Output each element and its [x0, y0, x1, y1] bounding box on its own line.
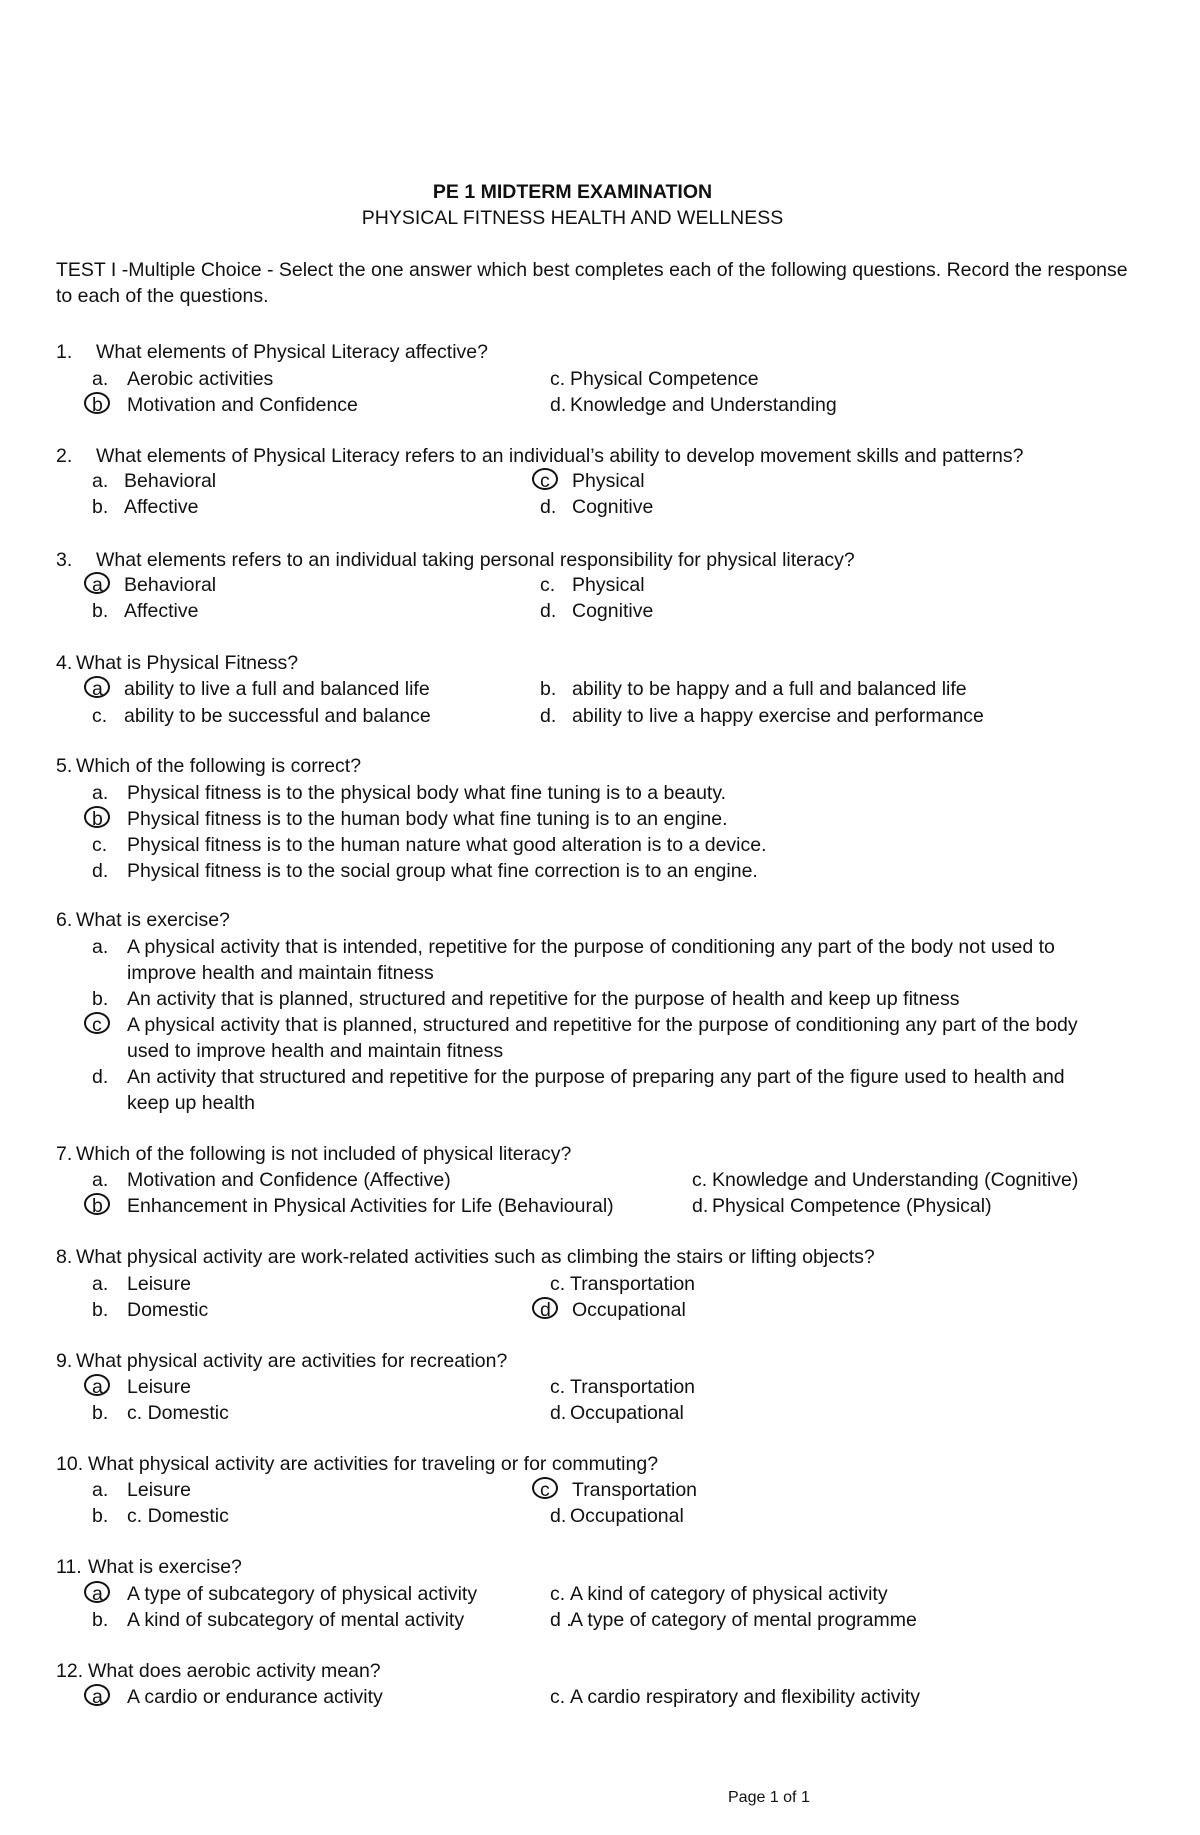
question-text: What physical activity are activities for traveling or for commuting?	[88, 1453, 659, 1475]
option-label: b.	[92, 1299, 109, 1321]
answer-circle-mark	[84, 1684, 110, 1706]
option-text: A type of subcategory of physical activity	[127, 1583, 478, 1605]
option-text-continued: keep up health	[127, 1092, 255, 1114]
option-text: Leisure	[127, 1479, 191, 1501]
option-text: Physical Competence	[570, 368, 759, 390]
question-number: 1.	[56, 341, 73, 363]
option-text: Physical	[572, 470, 645, 492]
question-text: What elements refers to an individual taking personal responsibility for physical literacy?	[96, 549, 855, 571]
option-label: d.	[550, 1402, 567, 1424]
option-text: c. Domestic	[127, 1505, 229, 1527]
option-text: A physical activity that is planned, structured and repetitive for the purpose of conditioning any part of the body	[127, 1014, 1078, 1036]
option-text: Physical fitness is to the physical body what fine tuning is to a beauty.	[127, 782, 727, 804]
option-text: Aerobic activities	[127, 368, 274, 390]
option-text-continued: used to improve health and maintain fitness	[127, 1040, 504, 1062]
option-text: A kind of category of physical activity	[570, 1583, 888, 1605]
option-text: Affective	[124, 496, 199, 518]
option-label: c.	[540, 574, 556, 596]
option-label: d.	[92, 1066, 109, 1088]
question-text: What does aerobic activity mean?	[88, 1660, 381, 1682]
option-label: b	[92, 808, 103, 830]
question-text: What physical activity are work-related activities such as climbing the stairs or lifting objects?	[76, 1246, 875, 1268]
option-text: Knowledge and Understanding (Cognitive)	[712, 1169, 1079, 1191]
option-text: Enhancement in Physical Activities for Life (Behavioural)	[127, 1195, 614, 1217]
option-label: b.	[92, 1505, 109, 1527]
option-label: d.	[540, 496, 557, 518]
option-text: Knowledge and Understanding	[570, 394, 837, 416]
option-label: d.	[540, 705, 557, 727]
answer-circle-mark	[84, 1374, 110, 1396]
question-text: What is Physical Fitness?	[76, 652, 299, 674]
option-text: Transportation	[570, 1376, 696, 1398]
option-text: Affective	[124, 600, 199, 622]
option-label: c	[92, 1014, 102, 1036]
option-label: d.	[550, 394, 567, 416]
option-label: d.	[540, 600, 557, 622]
option-label: a.	[92, 936, 109, 958]
option-label: d	[540, 1299, 551, 1321]
question-text: What physical activity are activities for recreation?	[76, 1350, 508, 1372]
option-text: A type of category of mental programme	[570, 1609, 917, 1631]
option-text: Occupational	[570, 1505, 684, 1527]
option-label: a	[92, 678, 103, 700]
option-text: Motivation and Confidence (Affective)	[127, 1169, 451, 1191]
option-label: c.	[550, 1273, 566, 1295]
question-number: 9.	[56, 1350, 73, 1372]
option-label: a.	[92, 1583, 109, 1605]
option-text: Occupational	[570, 1402, 684, 1424]
answer-circle-mark	[84, 392, 110, 414]
question-text: What is exercise?	[76, 909, 230, 931]
option-text: An activity that structured and repetitive for the purpose of preparing any part of the figure used to health and	[127, 1066, 1065, 1088]
option-text: Behavioral	[124, 574, 217, 596]
option-text: Cognitive	[572, 496, 654, 518]
option-text: ability to live a happy exercise and performance	[572, 705, 984, 727]
option-label: b.	[540, 678, 557, 700]
option-label: c.	[550, 1583, 566, 1605]
option-text: A cardio respiratory and flexibility activity	[570, 1686, 921, 1708]
option-label: b.	[92, 1609, 109, 1631]
option-text: Leisure	[127, 1273, 191, 1295]
option-text: Physical fitness is to the human nature what good alteration is to a device.	[127, 834, 767, 856]
option-text: A kind of subcategory of mental activity	[127, 1609, 465, 1631]
instructions-line-1: TEST I -Multiple Choice - Select the one answer which best completes each of the following questions. Record the response	[56, 259, 1128, 281]
option-label: a.	[92, 782, 109, 804]
question-number: 8.	[56, 1246, 73, 1268]
answer-circle-mark	[84, 676, 110, 698]
option-text-continued: improve health and maintain fitness	[127, 962, 434, 984]
option-label: d .	[550, 1609, 572, 1631]
option-label: c.	[550, 1686, 566, 1708]
question-text: Which of the following is correct?	[76, 755, 362, 777]
option-label: b.	[92, 600, 109, 622]
option-text: Physical	[572, 574, 645, 596]
answer-circle-mark	[84, 1581, 110, 1603]
option-text: Domestic	[127, 1299, 209, 1321]
option-text: Motivation and Confidence	[127, 394, 358, 416]
option-label: a.	[92, 1686, 109, 1708]
option-text: An activity that is planned, structured and repetitive for the purpose of health and keep up fitness	[127, 988, 960, 1010]
option-label: a.	[92, 368, 109, 390]
option-text: ability to be happy and a full and balanced life	[572, 678, 967, 700]
question-number: 12.	[56, 1660, 84, 1682]
option-label: a.	[92, 1273, 109, 1295]
question-text: What is exercise?	[88, 1556, 242, 1578]
question-number: 11.	[56, 1556, 82, 1578]
option-label: d.	[692, 1195, 709, 1217]
option-text: Physical fitness is to the social group what fine correction is to an engine.	[127, 860, 758, 882]
question-text: What elements of Physical Literacy affective?	[96, 341, 488, 363]
option-label: c	[540, 1479, 550, 1501]
option-label: d.	[92, 860, 109, 882]
question-number: 6.	[56, 909, 73, 931]
option-label: b.	[92, 1402, 109, 1424]
page-number: Page 1 of 1	[728, 1789, 810, 1806]
option-label: c.	[692, 1169, 708, 1191]
question-number: 5.	[56, 755, 73, 777]
option-label: a	[92, 574, 103, 596]
question-number: 7.	[56, 1143, 73, 1165]
option-text: Transportation	[572, 1479, 698, 1501]
page-subtitle: PHYSICAL FITNESS HEALTH AND WELLNESS	[361, 207, 784, 229]
option-label: c	[540, 470, 550, 492]
option-text: Leisure	[127, 1376, 191, 1398]
answer-circle-mark	[84, 572, 110, 594]
question-text: What elements of Physical Literacy refers to an individual’s ability to develop movement skills and patterns?	[96, 445, 1024, 467]
answer-circle-mark	[532, 1477, 558, 1499]
instructions-line-2: to each of the questions.	[56, 285, 269, 307]
option-text: Physical fitness is to the human body what fine tuning is to an engine.	[127, 808, 728, 830]
page-title: PE 1 MIDTERM EXAMINATION	[432, 181, 713, 203]
option-text: ability to be successful and balance	[124, 705, 431, 727]
option-text: A cardio or endurance activity	[127, 1686, 383, 1708]
question-number: 2.	[56, 445, 73, 467]
option-label: b	[92, 394, 103, 416]
option-text: Physical Competence (Physical)	[712, 1195, 992, 1217]
question-number: 3.	[56, 549, 73, 571]
option-label: a.	[92, 1479, 109, 1501]
question-number: 4.	[56, 652, 73, 674]
answer-circle-mark	[532, 1297, 558, 1319]
option-label: a.	[92, 1376, 109, 1398]
answer-circle-mark	[84, 1012, 110, 1034]
question-text: Which of the following is not included of physical literacy?	[76, 1143, 572, 1165]
option-text: c. Domestic	[127, 1402, 229, 1424]
option-label: c.	[92, 705, 108, 727]
option-text: Transportation	[570, 1273, 696, 1295]
option-label: b.	[92, 988, 109, 1010]
option-label: b	[92, 1195, 103, 1217]
option-label: c.	[550, 368, 566, 390]
option-label: a.	[92, 1169, 109, 1191]
answer-circle-mark	[84, 1193, 110, 1215]
option-label: c.	[550, 1376, 566, 1398]
option-text: A physical activity that is intended, repetitive for the purpose of conditioning any part of the body not used to	[127, 936, 1055, 958]
option-label: c.	[92, 834, 108, 856]
option-label: b.	[92, 496, 109, 518]
option-text: Cognitive	[572, 600, 654, 622]
answer-circle-mark	[532, 468, 558, 490]
option-label: d.	[550, 1505, 567, 1527]
option-label: a.	[92, 470, 109, 492]
question-number: 10.	[56, 1453, 84, 1475]
option-text: ability to live a full and balanced life	[124, 678, 430, 700]
option-text: Behavioral	[124, 470, 217, 492]
option-text: Occupational	[572, 1299, 686, 1321]
answer-circle-mark	[84, 806, 110, 828]
